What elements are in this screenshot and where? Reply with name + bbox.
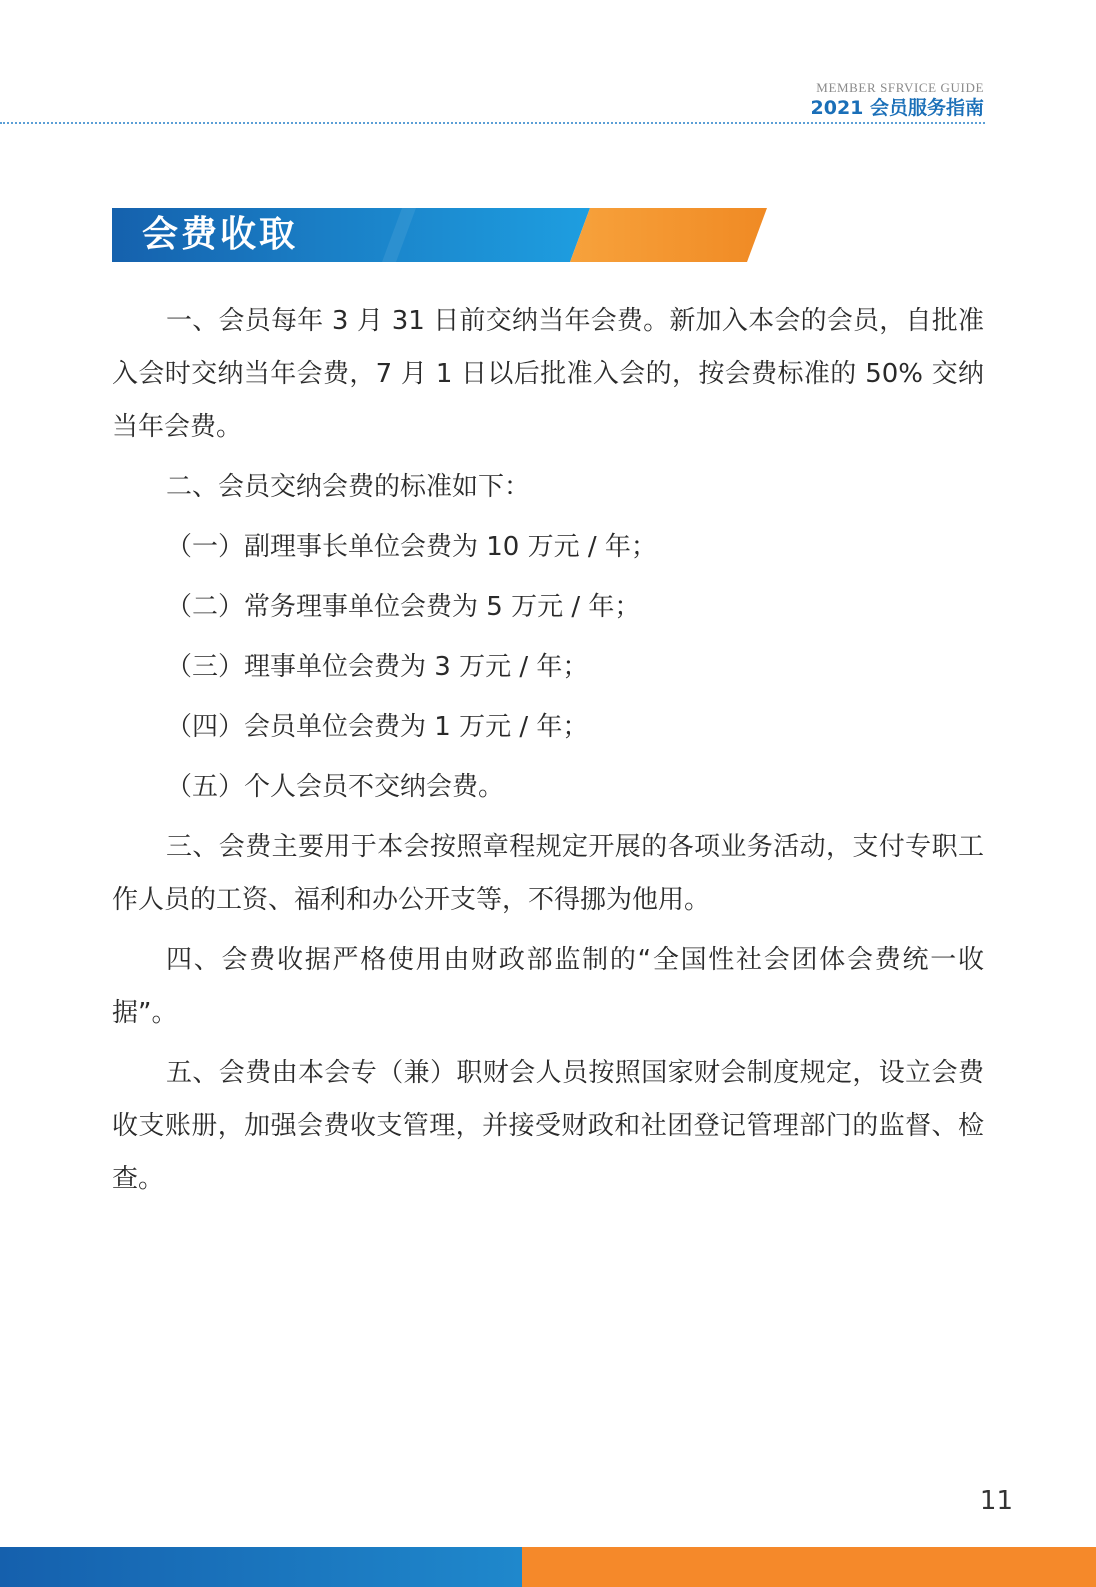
header-divider [0, 122, 985, 124]
fee-item-4: （四）会员单位会费为 1 万元 / 年； [166, 712, 589, 742]
paragraph-1: 一、会员每年 3 月 31 日前交纳当年会费。新加入本会的会员，自批准入会时交纳当年会费，7 月 1 日以后批准入会的，按会费标准的 50% 交纳当年会费。 [112, 306, 984, 442]
paragraph-5: 五、会费由本会专（兼）职财会人员按照国家财会制度规定，设立会费收支账册，加强会费收支管理，并接受财政和社团登记管理部门的监督、检查。 [112, 1058, 984, 1194]
section-title: 会费收取 [142, 214, 299, 255]
footer-band-blue [0, 1547, 522, 1587]
section-title-banner [112, 208, 767, 262]
paragraph-3: 三、会费主要用于本会按照章程规定开展的各项业务活动，支付专职工作人员的工资、福利和办公开支等，不得挪为他用。 [112, 832, 984, 915]
fee-item-3: （三）理事单位会费为 3 万元 / 年； [166, 652, 589, 682]
paragraph-4: 四、会费收据严格使用由财政部监制的“全国性社会团体会费统一收据”。 [112, 945, 984, 1028]
fee-item-1: （一）副理事长单位会费为 10 万元 / 年； [166, 532, 657, 562]
document-body [112, 295, 984, 1213]
fee-item-2: （二）常务理事单位会费为 5 万元 / 年； [166, 592, 641, 622]
fee-item-5: （五）个人会员不交纳会费。 [166, 772, 505, 802]
footer-color-band [0, 1547, 1096, 1587]
footer-band-orange [522, 1547, 1096, 1587]
paragraph-2: 二、会员交纳会费的标准如下： [166, 472, 531, 502]
header-title-cn: 2021 会员服务指南 [810, 97, 984, 119]
header-subtitle-en: MEMBER SFRVICE GUIDE [816, 80, 984, 95]
running-header [811, 80, 985, 120]
page-number: 11 [979, 1486, 1013, 1516]
